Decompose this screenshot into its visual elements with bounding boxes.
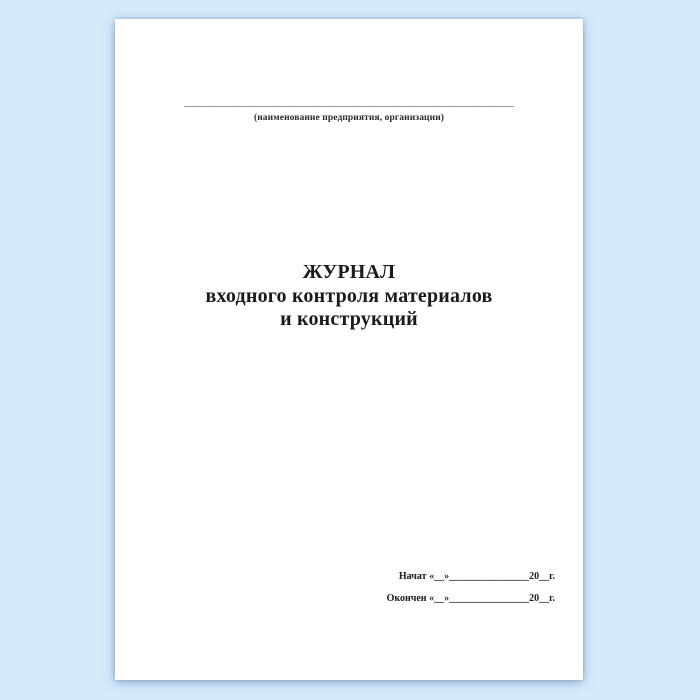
date-started-line: Начат «__»________________20__г. xyxy=(398,571,555,582)
document-page xyxy=(115,19,583,680)
organization-name-block xyxy=(115,95,583,125)
organization-name-blank-line: __________________________________________________________________ xyxy=(184,97,514,108)
organization-name-caption: (наименование предприятия, организации) xyxy=(253,113,445,123)
title-line-2: входного контроля материалов xyxy=(205,284,493,307)
title-line-1: ЖУРНАЛ xyxy=(302,261,396,283)
document-title xyxy=(115,261,583,332)
fill-in-dates-block xyxy=(387,570,555,606)
title-line-3: и конструкций xyxy=(280,308,418,330)
date-finished-line: Окончен «__»________________20__г. xyxy=(386,593,555,604)
